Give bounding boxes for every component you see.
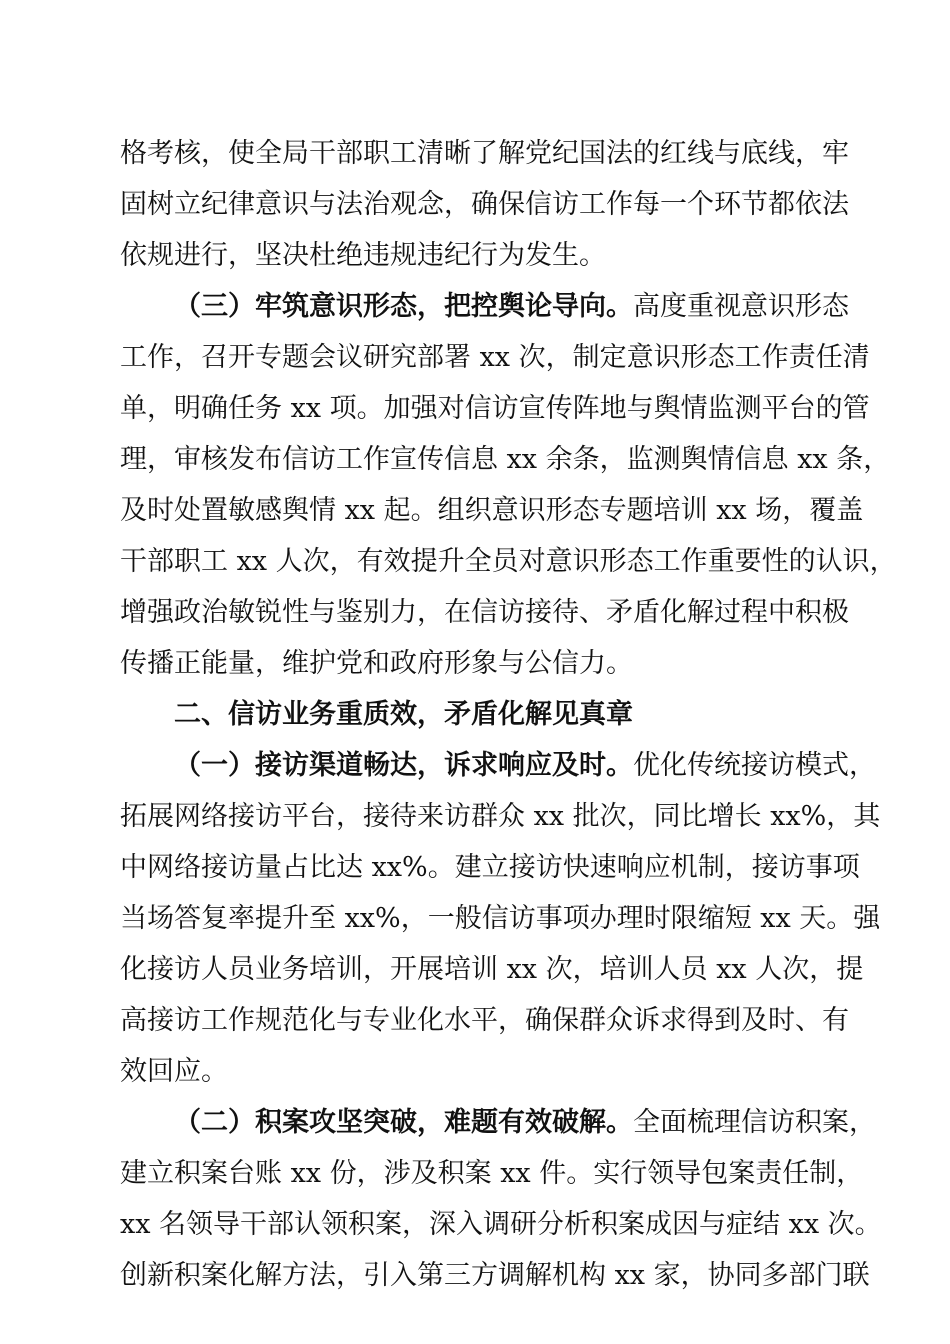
paragraph-3-line-1-rest: 优化传统接访模式， (633, 750, 876, 781)
paragraph-2-lead: （三）牢筑意识形态，把控舆论导向。 (174, 291, 633, 322)
paragraph-3-lead: （一）接访渠道畅达，诉求响应及时。 (174, 750, 633, 781)
paragraph-2-line-4: 理，审核发布信访工作宣传信息 xx 余条，监测舆情信息 xx 条， (120, 444, 891, 475)
paragraph-3-line-2: 拓展网络接访平台，接待来访群众 xx 批次，同比增长 xx%，其 (120, 801, 881, 832)
paragraph-2-line-6: 干部职工 xx 人次，有效提升全员对意识形态工作重要性的认识， (120, 546, 897, 577)
paragraph-2-line-1 (174, 285, 849, 329)
paragraph-3-line-6: 高接访工作规范化与专业化水平，确保群众诉求得到及时、有 (120, 1005, 849, 1036)
paragraph-2-line-2: 工作，召开专题会议研究部署 xx 次，制定意识形态工作责任清 (120, 342, 870, 373)
paragraph-1-line-2: 固树立纪律意识与法治观念，确保信访工作每一个环节都依法 (120, 189, 849, 220)
paragraph-4-line-4: 创新积案化解方法，引入第三方调解机构 xx 家，协同多部门联 (120, 1260, 870, 1291)
paragraph-3-line-5: 化接访人员业务培训，开展培训 xx 次，培训人员 xx 人次，提 (120, 954, 864, 985)
paragraph-2-line-8: 传播正能量，维护党和政府形象与公信力。 (120, 648, 633, 679)
paragraph-2-line-1-rest: 高度重视意识形态 (633, 291, 849, 322)
paragraph-3-line-4: 当场答复率提升至 xx%，一般信访事项办理时限缩短 xx 天。强 (120, 903, 881, 934)
paragraph-4-lead: （二）积案攻坚突破，难题有效破解。 (174, 1107, 633, 1138)
paragraph-1-line-3: 依规进行，坚决杜绝违规违纪行为发生。 (120, 240, 606, 271)
paragraph-3-line-3: 中网络接访量占比达 xx%。建立接访快速响应机制，接访事项 (120, 852, 860, 883)
paragraph-2-line-7: 增强政治敏锐性与鉴别力，在信访接待、矛盾化解过程中积极 (120, 597, 849, 628)
paragraph-2-line-5: 及时处置敏感舆情 xx 起。组织意识形态专题培训 xx 场，覆盖 (120, 495, 864, 526)
paragraph-3-line-7: 效回应。 (120, 1056, 228, 1087)
paragraph-2-line-3: 单，明确任务 xx 项。加强对信访宣传阵地与舆情监测平台的管 (120, 393, 870, 424)
paragraph-4-line-1 (174, 1101, 876, 1145)
paragraph-3-line-1 (174, 744, 876, 788)
paragraph-1-line-1: 格考核，使全局干部职工清晰了解党纪国法的红线与底线，牢 (120, 138, 849, 169)
paragraph-4-line-2: 建立积案台账 xx 份，涉及积案 xx 件。实行领导包案责任制， (120, 1158, 864, 1189)
paragraph-4-line-3: xx 名领导干部认领积案，深入调研分析积案成因与症结 xx 次。 (120, 1209, 882, 1240)
section-heading-2: 二、信访业务重质效，矛盾化解见真章 (174, 699, 633, 730)
paragraph-4-line-1-rest: 全面梳理信访积案， (633, 1107, 876, 1138)
